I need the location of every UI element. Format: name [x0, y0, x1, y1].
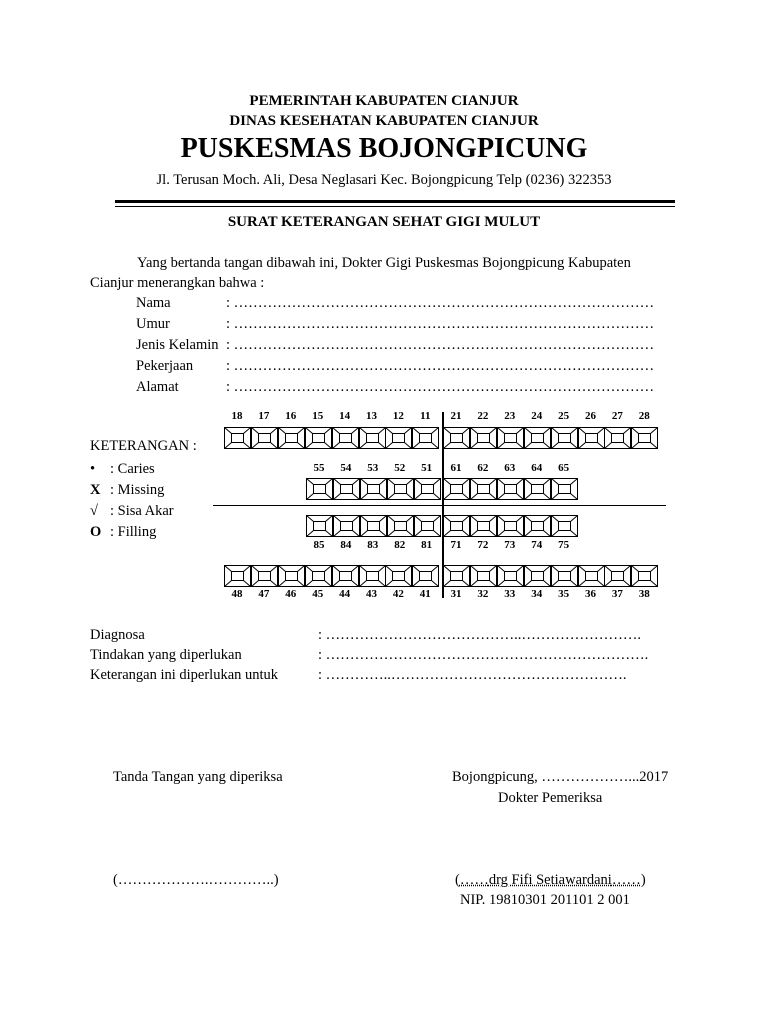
tindakan-label: Tindakan yang diperlukan — [90, 647, 242, 663]
tooth-46[interactable] — [278, 565, 305, 587]
tooth-number-83: 83 — [367, 539, 379, 551]
intro-line-2: Cianjur menerangkan bahwa : — [90, 275, 265, 291]
tooth-24[interactable] — [524, 427, 551, 449]
doctor-name: drg Fifi Setiawardani — [488, 872, 612, 888]
tooth-number-18: 18 — [231, 410, 243, 422]
doctor-role: Dokter Pemeriksa — [498, 790, 603, 806]
tooth-45[interactable] — [305, 565, 332, 587]
tooth-65[interactable] — [551, 478, 578, 500]
intro-line-1: Yang bertanda tangan dibawah ini, Dokter Gigi Puskesmas Bojongpicung Kabupaten — [137, 255, 631, 271]
tooth-number-14: 14 — [339, 410, 351, 422]
sisa-akar-text: : Sisa Akar — [110, 503, 174, 519]
tooth-number-44: 44 — [339, 588, 351, 600]
keperluan-label: Keterangan ini diperlukan untuk — [90, 667, 279, 683]
tooth-number-37: 37 — [611, 588, 623, 600]
tooth-16[interactable] — [278, 427, 305, 449]
doctor-dots-left: …… — [459, 872, 489, 888]
tooth-number-36: 36 — [585, 588, 596, 600]
tooth-11[interactable] — [412, 427, 439, 449]
tooth-number-34: 34 — [531, 588, 543, 600]
tooth-number-43: 43 — [366, 588, 377, 600]
tooth-73[interactable] — [497, 515, 524, 537]
legend-title: KETERANGAN : — [90, 438, 197, 454]
filling-symbol: O — [90, 524, 102, 540]
filling-text: : Filling — [110, 524, 157, 540]
field-label-nama: Nama — [136, 295, 171, 311]
tooth-number-55: 55 — [313, 462, 325, 474]
caries-symbol: • — [90, 461, 96, 477]
tooth-number-32: 32 — [477, 588, 489, 600]
tooth-62[interactable] — [470, 478, 497, 500]
tooth-31[interactable] — [443, 565, 470, 587]
tooth-number-13: 13 — [366, 410, 377, 422]
tooth-26[interactable] — [578, 427, 605, 449]
field-label-jenis-kelamin: Jenis Kelamin — [136, 337, 219, 353]
diagnosa-label: Diagnosa — [90, 627, 145, 643]
tooth-number-35: 35 — [558, 588, 570, 600]
tooth-number-12: 12 — [392, 410, 404, 422]
tooth-number-46: 46 — [285, 588, 297, 600]
tooth-61[interactable] — [443, 478, 470, 500]
doctor-nip: NIP. 19810301 201101 2 001 — [460, 892, 630, 908]
tooth-number-52: 52 — [394, 462, 406, 474]
keperluan-value[interactable]: : …………..…………………………………………. — [318, 667, 627, 683]
tooth-54[interactable] — [333, 478, 360, 500]
tooth-number-51: 51 — [421, 462, 433, 474]
tooth-number-24: 24 — [531, 410, 543, 422]
tooth-27[interactable] — [604, 427, 631, 449]
tooth-number-11: 11 — [420, 410, 431, 422]
tooth-number-45: 45 — [312, 588, 324, 600]
tooth-number-42: 42 — [392, 588, 404, 600]
tooth-18[interactable] — [224, 427, 251, 449]
tooth-21[interactable] — [443, 427, 470, 449]
tooth-83[interactable] — [360, 515, 387, 537]
tooth-number-26: 26 — [585, 410, 596, 422]
field-value-pekerjaan[interactable]: : …………………………………………………………………………… — [226, 358, 655, 374]
tooth-number-15: 15 — [312, 410, 324, 422]
tooth-12[interactable] — [385, 427, 412, 449]
tooth-85[interactable] — [306, 515, 333, 537]
tooth-32[interactable] — [470, 565, 497, 587]
tooth-41[interactable] — [412, 565, 439, 587]
tooth-number-16: 16 — [285, 410, 297, 422]
tooth-number-41: 41 — [419, 588, 431, 600]
field-value-umur[interactable]: : …………………………………………………………………………… — [226, 316, 655, 332]
tooth-35[interactable] — [551, 565, 578, 587]
tooth-number-31: 31 — [450, 588, 462, 600]
sisa-akar-symbol: √ — [90, 503, 98, 519]
tooth-38[interactable] — [631, 565, 658, 587]
tooth-42[interactable] — [385, 565, 412, 587]
tooth-number-17: 17 — [258, 410, 270, 422]
tooth-number-21: 21 — [450, 410, 462, 422]
doctor-name-line — [455, 872, 646, 889]
tooth-number-73: 73 — [504, 539, 516, 551]
tooth-number-25: 25 — [558, 410, 570, 422]
tooth-72[interactable] — [470, 515, 497, 537]
tooth-37[interactable] — [604, 565, 631, 587]
clinic-title: PUSKESMAS BOJONGPICUNG — [180, 133, 588, 164]
tooth-52[interactable] — [387, 478, 414, 500]
tooth-number-85: 85 — [313, 539, 325, 551]
tooth-number-75: 75 — [558, 539, 570, 551]
doctor-name-open: ( — [455, 872, 460, 888]
odontogram-horizontal-axis — [213, 505, 666, 506]
tooth-25[interactable] — [551, 427, 578, 449]
tooth-22[interactable] — [470, 427, 497, 449]
doctor-name-close: ) — [640, 872, 646, 888]
tooth-number-53: 53 — [367, 462, 379, 474]
field-label-alamat: Alamat — [136, 379, 179, 395]
tooth-number-48: 48 — [231, 588, 243, 600]
patient-signature-label: Tanda Tangan yang diperiksa — [113, 769, 283, 785]
tooth-28[interactable] — [631, 427, 658, 449]
missing-text: : Missing — [110, 482, 165, 498]
tooth-82[interactable] — [387, 515, 414, 537]
tooth-number-84: 84 — [340, 539, 352, 551]
tooth-number-82: 82 — [394, 539, 406, 551]
tooth-36[interactable] — [578, 565, 605, 587]
tooth-33[interactable] — [497, 565, 524, 587]
tooth-number-23: 23 — [504, 410, 516, 422]
caries-text: : Caries — [110, 461, 155, 477]
field-label-umur: Umur — [136, 316, 170, 332]
document-title: SURAT KETERANGAN SEHAT GIGI MULUT — [227, 214, 541, 230]
tooth-number-61: 61 — [450, 462, 462, 474]
tooth-number-72: 72 — [477, 539, 489, 551]
field-value-nama[interactable]: : …………………………………………………………………………… — [226, 295, 655, 311]
tooth-number-71: 71 — [450, 539, 462, 551]
tooth-81[interactable] — [414, 515, 441, 537]
tooth-43[interactable] — [359, 565, 386, 587]
tooth-84[interactable] — [333, 515, 360, 537]
agency-line-1: PEMERINTAH KABUPATEN CIANJUR — [249, 93, 519, 109]
tooth-44[interactable] — [332, 565, 359, 587]
tooth-48[interactable] — [224, 565, 251, 587]
agency-line-2: DINAS KESEHATAN KABUPATEN CIANJUR — [229, 113, 539, 129]
tooth-64[interactable] — [524, 478, 551, 500]
tooth-15[interactable] — [305, 427, 332, 449]
tooth-13[interactable] — [359, 427, 386, 449]
tindakan-value[interactable]: : …………………………………………………………. — [318, 647, 649, 663]
tooth-number-33: 33 — [504, 588, 516, 600]
tooth-number-65: 65 — [558, 462, 570, 474]
tooth-17[interactable] — [251, 427, 278, 449]
field-value-alamat[interactable]: : …………………………………………………………………………… — [226, 379, 655, 395]
tooth-47[interactable] — [251, 565, 278, 587]
tooth-74[interactable] — [524, 515, 551, 537]
tooth-number-28: 28 — [638, 410, 650, 422]
tooth-number-81: 81 — [421, 539, 433, 551]
tooth-53[interactable] — [360, 478, 387, 500]
tooth-23[interactable] — [497, 427, 524, 449]
tooth-55[interactable] — [306, 478, 333, 500]
missing-symbol: X — [90, 482, 101, 498]
field-value-jenis-kelamin[interactable]: : …………………………………………………………………………… — [226, 337, 655, 353]
patient-signature-blank[interactable]: (……………….…………..) — [113, 872, 279, 888]
field-label-pekerjaan: Pekerjaan — [136, 358, 194, 374]
place-date: Bojongpicung, ………………...2017 — [452, 769, 669, 785]
clinic-address: Jl. Terusan Moch. Ali, Desa Neglasari Kec. Bojongpicung Telp (0236) 322353 — [156, 172, 612, 188]
tooth-34[interactable] — [524, 565, 551, 587]
tooth-number-47: 47 — [258, 588, 270, 600]
tooth-number-38: 38 — [638, 588, 650, 600]
tooth-number-63: 63 — [504, 462, 516, 474]
tooth-75[interactable] — [551, 515, 578, 537]
diagnosa-value[interactable]: : …………………………………..……………………. — [318, 627, 642, 643]
doctor-dots-right: …… — [611, 872, 641, 888]
tooth-number-22: 22 — [477, 410, 489, 422]
tooth-number-54: 54 — [340, 462, 352, 474]
tooth-71[interactable] — [443, 515, 470, 537]
tooth-number-62: 62 — [477, 462, 489, 474]
tooth-14[interactable] — [332, 427, 359, 449]
tooth-63[interactable] — [497, 478, 524, 500]
tooth-51[interactable] — [414, 478, 441, 500]
tooth-number-27: 27 — [611, 410, 623, 422]
tooth-number-74: 74 — [531, 539, 543, 551]
tooth-number-64: 64 — [531, 462, 543, 474]
